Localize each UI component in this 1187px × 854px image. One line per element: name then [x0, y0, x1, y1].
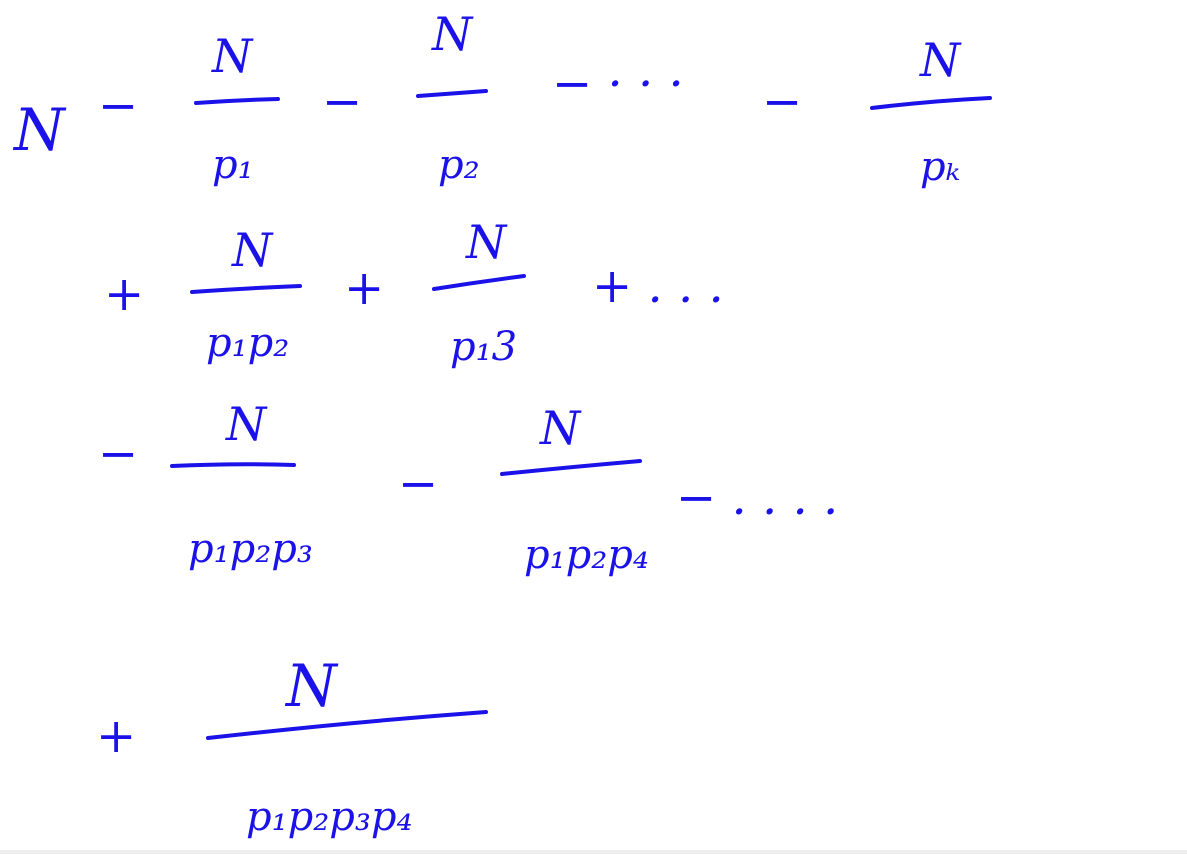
fraction-bar — [434, 276, 524, 289]
fraction-numerator: N — [226, 397, 267, 451]
line2-op-plus-2: + — [344, 260, 385, 316]
lead-N: N — [14, 96, 65, 164]
fraction-bar — [872, 98, 990, 108]
line-3 — [98, 397, 838, 578]
fraction-numerator: N — [286, 652, 337, 720]
fraction-denominator: p₁3 — [450, 324, 518, 370]
fraction-N-over-p2 — [418, 7, 486, 188]
line2-tail-ellipsis: + . . . — [592, 258, 724, 314]
line4-op-plus-1: + — [96, 708, 137, 764]
bottom-edge — [0, 850, 1187, 854]
fraction-numerator: N — [212, 29, 253, 83]
fraction-denominator: pₖ — [920, 144, 961, 190]
fraction-numerator: N — [232, 223, 273, 277]
fraction-numerator: N — [432, 7, 473, 61]
line3-tail-ellipsis: − . . . . — [676, 470, 839, 526]
line1-op-minus-2: − — [322, 74, 363, 130]
fraction-N-over-p1 — [196, 29, 278, 188]
fraction-N-over-p1p2p4 — [502, 401, 649, 578]
line-1 — [12, 7, 990, 190]
fraction-denominator: p₁ — [212, 142, 254, 188]
fraction-bar — [172, 464, 294, 466]
line1-ellipsis: − · · · — [552, 56, 684, 112]
fraction-numerator: N — [920, 33, 961, 87]
fraction-bar — [196, 99, 278, 103]
line3-op-minus-1: − — [98, 426, 139, 482]
fraction-denominator: p₁p₂p₄ — [524, 532, 649, 578]
fraction-denominator: p₂ — [438, 142, 480, 188]
fraction-numerator: N — [466, 215, 507, 269]
fraction-denominator: p₁p₂p₃p₄ — [246, 794, 413, 840]
fraction-N-over-p1p2p3 — [172, 397, 313, 572]
fraction-numerator: N — [540, 401, 581, 455]
fraction-N-over-p13 — [434, 215, 524, 370]
line2-op-plus-1: + — [104, 266, 145, 322]
fraction-bar — [208, 712, 486, 738]
fraction-denominator: p₁p₂p₃ — [188, 526, 313, 572]
line-4 — [96, 652, 486, 840]
line-2 — [104, 215, 724, 370]
line3-op-minus-2: − — [398, 456, 439, 512]
line1-op-minus-1: − — [98, 78, 139, 134]
fraction-N-over-p1p2 — [192, 223, 300, 366]
fraction-N-over-pk — [872, 33, 990, 190]
fraction-bar — [502, 461, 640, 474]
fraction-denominator: p₁p₂ — [206, 320, 290, 366]
fraction-N-over-p1p2p3p4 — [208, 652, 486, 840]
line1-op-minus-3: − — [762, 74, 803, 130]
fraction-bar — [192, 286, 300, 292]
fraction-bar — [418, 91, 486, 96]
